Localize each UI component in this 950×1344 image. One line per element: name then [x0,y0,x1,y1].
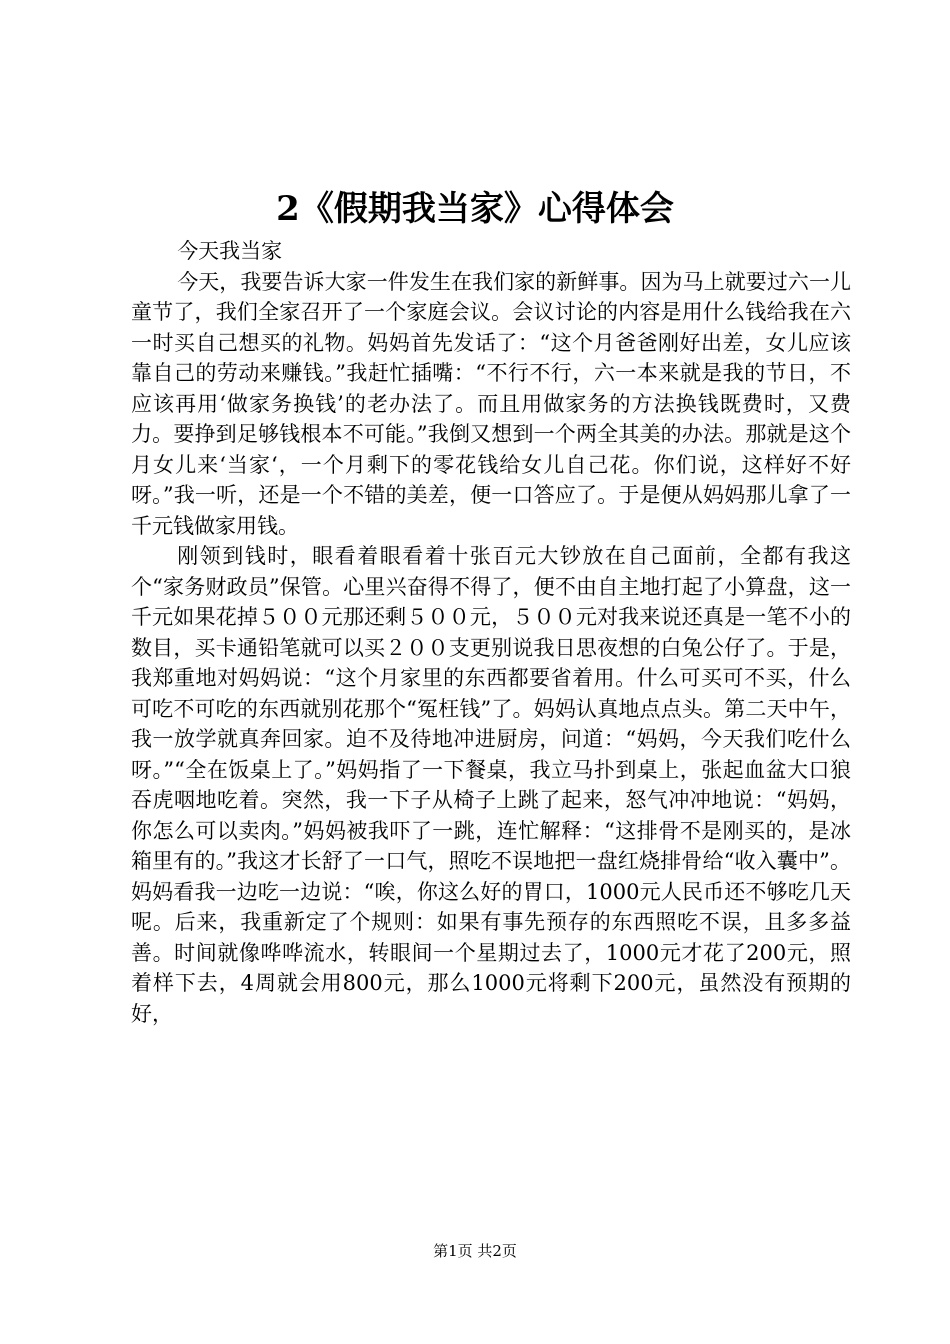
paragraph-2: 刚领到钱时，眼看着眼看着十张百元大钞放在自己面前，全都有我这个“家务财政员”保管。心里兴奋得不得了，便不由自主地打起了小算盘，这一千元如果花掉５００元那还剩５００元，５００元对我来说还真是一笔不小的数目，买卡通铅笔就可以买２００支更别说我日思夜想的白兔公仔了。于是，我郑重地对妈妈说：“这个月家里的东西都要省着用。什么可买可不买，什么可吃不可吃的东西就别花那个“冤枉钱”了。妈妈认真地点点头。第二天中午，我一放学就真奔回家。迫不及待地冲进厨房，问道：“妈妈，今天我们吃什么呀。”“全在饭桌上了。”妈妈指了一下餐桌，我立马扑到桌上，张起血盆大口狼吞虎咽地吃着。突然，我一下子从椅子上跳了起来，怒气冲冲地说：“妈妈，你怎么可以卖肉。”妈妈被我吓了一跳，连忙解释：“这排骨不是刚买的，是冰箱里有的。”我这才长舒了一口气，照吃不误地把一盘红烧排骨给“收入囊中”。妈妈看我一边吃一边说：“唉，你这么好的胃口，1000元人民币还不够吃几天呢。后来，我重新定了个规则：如果有事先预存的东西照吃不误，且多多益善。时间就像哗哗流水，转眼间一个星期过去了，1000元才花了200元，照着样下去，4周就会用800元，那么1000元将剩下200元，虽然没有预期的好， [131,544,851,1026]
document-subtitle: 今天我当家 [177,239,283,263]
paragraph-1: 今天，我要告诉大家一件发生在我们家的新鲜事。因为马上就要过六一儿童节了，我们全家召开了一个家庭会议。会议讨论的内容是用什么钱给我在六一时买自己想买的礼物。妈妈首先发话了：“这个月爸爸刚好出差，女儿应该靠自己的劳动来赚钱。”我赶忙插嘴：“不行不行，六一本来就是我的节日，不应该再用‘做家务换钱’的老办法了。而且用做家务的方法换钱既费时，又费力。要挣到足够钱根本不可能。”我倒又想到一个两全其美的办法。那就是这个月女儿来‘当家‘，一个月剩下的零花钱给女儿自己花。你们说，这样好不好呀。”我一听，还是一个不错的美差，便一口答应了。于是便从妈妈那儿拿了一千元钱做家用钱。 [131,269,851,538]
document-body [131,236,851,1029]
document-title: 2《假期我当家》心得体会 [276,189,674,229]
page-footer: 第1页 共2页 [433,1242,517,1260]
